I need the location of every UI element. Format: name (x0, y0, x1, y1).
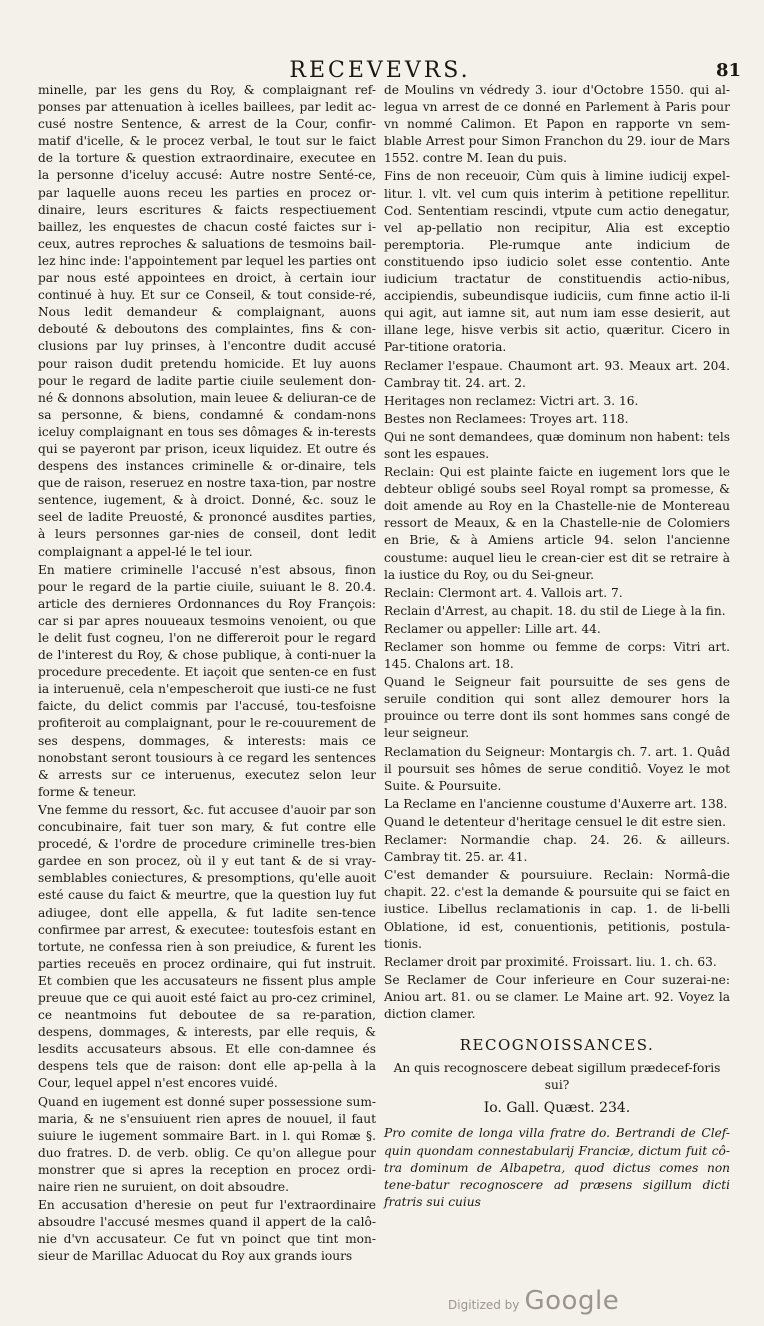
entry: Fins de non receuoir, Cùm quis à limine iudicij expel-litur. l. vlt. vel cum quis interim à petitione repellitur. Cod. Sententiam rescindi, vtpute cum actio denegatur, vel ap-pellatio non recipitur, Alia est exceptio peremptoria. Ple-rumque ante indicium de constituendo ipso iudicio solet esse contentio. Ante iudicium tractatur de constituendis actio-nibus, accipiendis, subeundisque iudiciis, cum finne actio il-li qui agit, aut iamne sit, aut num iam esse desierit, aut illane lege, hisve verbis sit actio, quæritur. Cicero in Par-titione oratoria. (384, 169, 730, 355)
entry: Heritages non reclamez: Victri art. 3. 16. (384, 393, 639, 408)
entry: Reclamation du Seigneur: Montargis ch. 7. art. 1. Quâd il poursuit ses hômes de serue conditiô. Voyez le mot Suite. & Poursuite. (384, 744, 730, 793)
watermark-prefix: Digitized by (448, 1298, 520, 1312)
entry: Reclamer l'espaue. Chaumont art. 93. Meaux art. 204. Cambray tit. 24. art. 2. (384, 358, 730, 390)
entry: Reclamer son homme ou femme de corps: Vitri art. 145. Chalons art. 18. (384, 640, 730, 672)
entry: Reclamer: Normandie chap. 24. 26. & ailleurs. Cambray tit. 25. ar. 41. (384, 833, 730, 865)
entry: La Reclame en l'ancienne coustume d'Auxerre art. 138. (384, 796, 728, 811)
running-head: RECEVEVRS. (289, 58, 471, 83)
entry: Reclain d'Arrest, au chapit. 18. du stil de Liege à la fin. (384, 603, 726, 618)
paragraph: minelle, par les gens du Roy, & complaignant ref-ponses par attenuation à icelles baillees, par ledit ac-cusé nostre Sentence, & arrest de la Cour, confir-matif d'icelle, & le procez verbal, le tout sur le faict de la torture & question extraordinaire, executee en la personne d'iceluy accusé: Autre nostre Senté-ce, par laquelle auons receu les parties en procez or-dinaire, leurs escritures & faicts respectiuement baillez, les enquestes de chacun costé faictes sur i-ceux, autres reproches & saluations de tesmoins bail-lez hinc inde: l'appointement par lequel les parties ont par nous esté appointees en droict, à certain iour continué à huy. Et sur ce Conseil, & tout conside-ré, Nous ledit demandeur & complaignant, auons debouté & deboutons des complaintes, fins & con-clusions par luy prinses, à l'encontre dudit accusé pour raison dudit pretendu homicide. Et luy auons pour le regard de ladite partie ciuile seulement don-né & donnons absolution, main leuee & deliuran-ce de sa personne, & biens, condamné & condam-nons iceluy complaignant en tous ses dômages & in-terests qui se payeront par prison, iceux liquidez. Et outre és despens des instances criminelle & or-dinaire, tels que de raison, reseruez en nostre taxa-tion, par nostre sentence, iugement, & à droict. Donné, &c. souz le seel de ladite Preuosté, & prononcé ausdites parties, à leurs personnes gar-nies de conseil, dont ledit complaignant a appel-lé le tel iour. (38, 83, 377, 559)
paragraph: Vne femme du ressort, &c. fut accusee d'auoir par son concubinaire, fait tuer son mary, & fut contre elle procedé, & l'ordre de procedure criminelle tres-bien gardee en son procez, où il y eut tant & de si vray-semblables coniectures, & presomptions, qu'elle auoit esté cause du faict & meurtre, que la question luy fut adiugee, dont elle appella, & fut ladite sen-tence confirmee par arrest, & executee: toutesfois estant en tortute, ne confessa rien à son preiudice, & furent les parties receuës en procez ordinaire, qui fut instruit. Et combien que les accusateurs ne fissent plus ample preuue que ce qui auoit esté faict au pro-cez criminel, ce neantmoins fut deboutee de sa re-paration, despens, dommages, & interests, par elle requis, & lesdits accusateurs absous. Et elle con-damnee és despens tels que de raison: dont elle ap-pella à la Cour, lequel appel n'est encores vuidé. (38, 802, 376, 1091)
google-logo: Google (524, 1286, 620, 1316)
entry: Qui ne sont demandees, quæ dominum non habent: tels sont les espaues. (384, 429, 730, 461)
entry: Bestes non Reclamees: Troyes art. 118. (384, 411, 629, 426)
entry: Se Reclamer de Cour inferieure en Cour suzerai-ne: Aniou art. 81. ou se clamer. Le Maine art. 92. Voyez la diction clamer. (384, 972, 730, 1021)
entry: Reclamer droit par proximité. Froissart. liu. 1. ch. 63. (384, 954, 717, 969)
digitized-watermark (448, 1286, 619, 1316)
section-reference: Io. Gall. Quæst. 234. (483, 1100, 631, 1117)
entry: Reclamer ou appeller: Lille art. 44. (384, 621, 601, 636)
entry: de Moulins vn védredy 3. iour d'Octobre 1550. qui al-legua vn arrest de ce donné en Parlement à Paris pour vn nommé Calimon. Et Papon en rapporte vn sem-blable Arrest pour Simon Franchon du 29. iour de Mars 1552. contre M. Iean du puis. (384, 83, 730, 166)
right-column (384, 82, 730, 1209)
entry: Quand le detenteur d'heritage censuel le dit estre sien. (384, 814, 727, 829)
entry: Reclain: Clermont art. 4. Vallois art. 7. (384, 585, 623, 600)
entry: Quand le Seigneur fait poursuitte de ses gens de seruile condition qui sont allez demourer hors la prouince ou terre dont ils sont hommes sans congé de leur seigneur. (384, 675, 730, 741)
paragraph: Quand en iugement est donné super possessione sum-maria, & ne s'ensuiuent rien apres de nouuel, il faut suiure le iugement sommaire Bart. in l. qui Romæ §. duo fratres. D. de verb. oblig. Ce qu'on allegue pour monstrer que si apres la reception en procez ordi-naire rien ne suruient, on doit absoudre. (38, 1094, 376, 1194)
section-question: An quis recognoscere debeat sigillum prædecef-foris sui? (393, 1061, 721, 1093)
entry: C'est demander & poursuiure. Reclain: Normâ-die chapit. 22. c'est la demande & poursuite qui se faict en iustice. Libellus reclamationis in cap. 1. de li-belli Oblatione, id est, conuentionis, petitionis, postula-tionis. (384, 868, 730, 951)
section-text: Pro comite de longa villa fratre do. Bertrandi de Clef-quin quondam connestabularij Franciæ, dictum fuit cô-tra dominum de Albapetra, quod dictus comes non tene-batur recognoscere ad præsens sigillum dicti fratris sui cuius (384, 1126, 730, 1209)
left-column (38, 82, 377, 1264)
page-number: 81 (716, 60, 742, 81)
entry: Reclain: Qui est plainte faicte en iugement lors que le debteur obligé soubs seel Royal rompt sa promesse, & doit amende au Roy en la Chastelle-nie de Montereau ressort de Meaux, & en la Chastelle-nie de Colomiers en Brie, & à Amiens article 94. selon l'ancienne coustume: auquel lieu le crean-cier est dit se retraire à la iustice du Roy, ou du Sei-gneur. (384, 465, 730, 582)
paragraph: En accusation d'heresie on peut fur l'extraordinaire absoudre l'accusé mesmes quand il appert de la calô-nie d'vn accusateur. Ce fut vn poinct que tint mon-sieur de Marillac Aduocat du Roy aux grands iours (38, 1198, 376, 1264)
paragraph: En matiere criminelle l'accusé n'est absous, finon pour le regard de la partie ciuile, suiuant le 8. 20.4. article des dernieres Ordonnances du Roy François: car si par apres nouueaux tesmoins venoient, ou que le delit fust cogneu, l'on ne differeroit pour le regard de l'interest du Roy, & chose publique, à conti-nuer la procedure precedente. Et iaçoit que senten-ce en fust ia interuenuë, cela n'empescheroit que iusti-ce ne fust faicte, du delict commis par l'accusé, tou-tesfoisne profiteroit au complaignant, pour le re-couurement de ses despens, dommages, & interests: mais ce nonobstant seront tousiours à ce regard les sentences & arrests sur ce interuenus, executez selon leur forme & teneur. (38, 562, 376, 799)
section-title: RECOGNOISSANCES. (459, 1036, 655, 1055)
